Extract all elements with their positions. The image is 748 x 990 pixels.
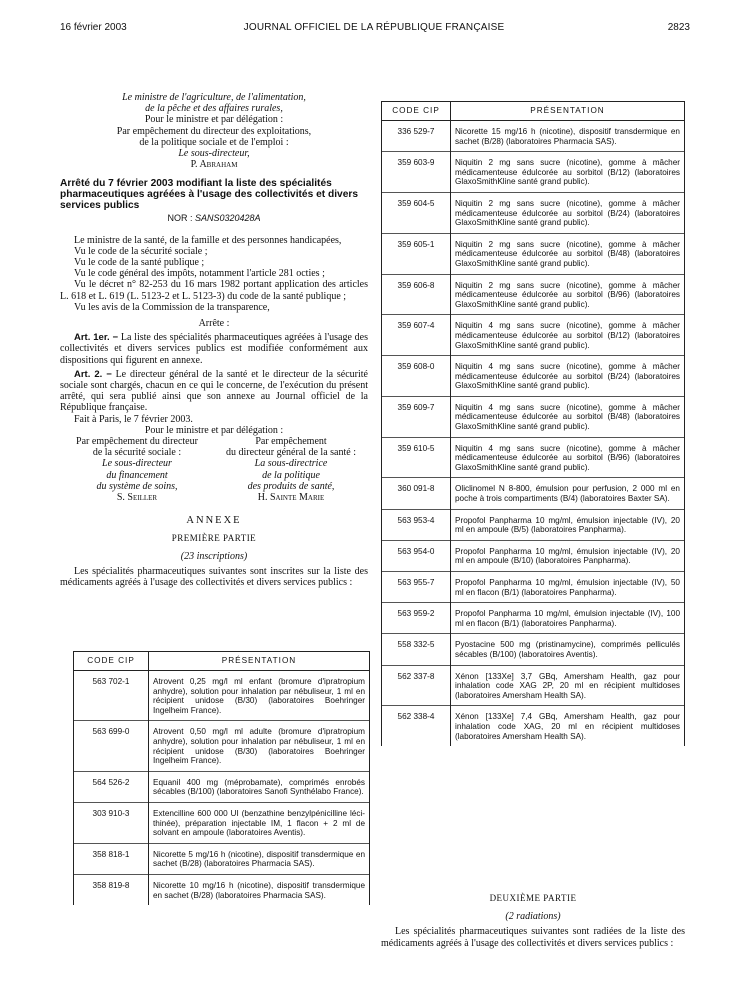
arrete-title: Arrêté du 7 février 2003 modifiant la liste des spécialités pharmaceutiques agréées à l'usage des collectivités et divers services publics	[60, 178, 358, 212]
part-2-section	[381, 893, 685, 949]
cip-code-cell: 359 608-0	[382, 356, 451, 397]
nor-label: NOR :	[167, 213, 193, 224]
presentation-cell: Equanil 400 mg (méprobamate), comprimés enrobés sécables (B/100) (laboratoires Sanofi Synthélabo France).	[149, 771, 370, 802]
sig-line: de la sécurité sociale :	[92, 447, 182, 459]
sig-line: Par empêchement	[255, 436, 327, 448]
cip-code-cell: 358 819-8	[74, 874, 149, 905]
presentation-cell: Niquitin 4 mg sans sucre (nicotine), gomme à mâcher médicamenteuse édulcorée au sorbitol (B/96) (laboratoires GlaxoSmithKline santé grand public).	[451, 437, 685, 478]
presentation-cell: Propofol Panpharma 10 mg/ml, émulsion injectable (IV), 100 ml en flacon (B/1) (laboratoires Panpharma).	[451, 603, 685, 634]
table-row	[382, 192, 685, 233]
sig-name: H. Sainte Marie	[257, 492, 325, 504]
column-header-code: CODE CIP	[382, 102, 451, 121]
table-row	[74, 843, 370, 874]
presentation-cell: Niquitin 2 mg sans sucre (nicotine), gomme à mâcher médicamenteuse édulcorée au sorbitol (B/12) (laboratoires GlaxoSmithKline santé grand public).	[451, 152, 685, 193]
header-page-number: 2823	[667, 22, 690, 33]
table-header-row	[382, 102, 685, 121]
cip-code-cell: 359 603-9	[382, 152, 451, 193]
cip-code-cell: 563 702-1	[74, 671, 149, 721]
page-header	[0, 22, 748, 36]
arrete-intro: Le ministre de la santé, de la famille et des personnes handicapées,	[74, 234, 342, 246]
vu-line: Vu les avis de la Commission de la transparence,	[74, 301, 270, 313]
cip-code-cell: 359 605-1	[382, 233, 451, 274]
article-1-text: La liste des spécialités pharmaceutiques agréées à l'usage des collectivités et divers services publics est modifiée conformément aux dispositions qui figurent en annexe.	[60, 332, 368, 366]
table-row	[382, 233, 685, 274]
vu-line: Vu le code général des impôts, notamment l'article 281 octies ;	[74, 268, 325, 280]
cip-code-cell: 359 610-5	[382, 437, 451, 478]
presentation-cell: Nicorette 5 mg/16 h (nicotine), dispositif transdermique en sachet (B/28) (laboratoires Pharmacia SAS).	[149, 843, 370, 874]
dual-signature	[60, 436, 368, 503]
presentation-cell: Xénon [133Xe] 3,7 GBq, Amersham Health, gaz pour inhalation code XAG 2P, 20 ml en récipient multidoses (laboratoires Amersham Health SA).	[451, 665, 685, 706]
presentation-cell: Niquitin 4 mg sans sucre (nicotine), gomme à mâcher médicamenteuse édulcorée au sorbitol (B/12) (laboratoires GlaxoSmithKline santé grand public).	[451, 315, 685, 356]
presentation-cell: Nicorette 15 mg/16 h (nicotine), dispositif transdermique en sachet (B/28) (laboratoires Pharmacia SAS).	[451, 121, 685, 152]
sig-line: Par empêchement du directeur des exploitations,	[116, 125, 312, 137]
column-header-presentation: PRÉSENTATION	[451, 102, 685, 121]
table-row	[382, 478, 685, 509]
part-2-title: DEUXIÈME PARTIE	[489, 893, 577, 903]
presentation-cell: Niquitin 4 mg sans sucre (nicotine), gomme à mâcher médicamenteuse édulcorée au sorbitol (B/24) (laboratoires GlaxoSmithKline santé grand public).	[451, 356, 685, 397]
table-body	[382, 121, 685, 747]
table-row	[382, 152, 685, 193]
presentation-cell: Pyostacine 500 mg (pristinamycine), comprimés pelliculés sécables (B/100) (laboratoires Aventis).	[451, 634, 685, 665]
presentation-cell: Atrovent 0,50 mg/l ml adulte (bromure d'ipratropium anhydre), solution pour inhalation par nébuliseur, 1 ml en récipient unidose (B/30) (laboratoires Boehringer Ingelheim France).	[149, 721, 370, 771]
sig-line: Par empêchement du directeur	[76, 436, 198, 448]
sig-line: La sous-directrice	[254, 458, 328, 470]
table-row	[382, 274, 685, 315]
arrete-word: Arrête :	[198, 318, 230, 330]
signature-left	[60, 436, 214, 503]
presentation-cell: Niquitin 2 mg sans sucre (nicotine), gomme à mâcher médicamenteuse édulcorée au sorbitol (B/96) (laboratoires GlaxoSmithKline santé grand public).	[451, 274, 685, 315]
sig-name: P. Abraham	[190, 159, 238, 171]
cip-code-cell: 558 332-5	[382, 634, 451, 665]
table-row	[382, 634, 685, 665]
cip-code-cell: 564 526-2	[74, 771, 149, 802]
cip-code-cell: 303 910-3	[74, 802, 149, 843]
left-column	[60, 92, 368, 588]
sig-line: de la pêche et des affaires rurales,	[145, 103, 283, 115]
table-row	[382, 603, 685, 634]
part-1-title: PREMIÈRE PARTIE	[171, 532, 257, 543]
cip-code-cell: 359 604-5	[382, 192, 451, 233]
signature-block-agriculture	[60, 92, 368, 170]
table-row	[74, 721, 370, 771]
annexe-intro-2: Les spécialités pharmaceutiques suivantes sont radiées de la liste des médicaments agréés à l'usage des collectivités et divers services publics :	[381, 926, 685, 949]
cip-code-cell: 563 955-7	[382, 572, 451, 603]
inscriptions-table-right	[381, 101, 685, 746]
cip-code-cell: 563 959-2	[382, 603, 451, 634]
table-row	[382, 572, 685, 603]
table-row	[74, 671, 370, 721]
table-row	[382, 315, 685, 356]
presentation-cell: Niquitin 2 mg sans sucre (nicotine), gomme à mâcher médicamenteuse édulcorée au sorbitol (B/24) (laboratoires GlaxoSmithKline santé grand public).	[451, 192, 685, 233]
presentation-cell: Xénon [133Xe] 7,4 GBq, Amersham Health, gaz pour inhalation code XAG, 20 ml en récipient multidoses (laboratoires Amersham Health SA).	[451, 706, 685, 746]
sig-line: Le ministre de l'agriculture, de l'alimentation,	[122, 92, 306, 103]
annexe-intro-1: Les spécialités pharmaceutiques suivantes sont inscrites sur la liste des médicaments agréés à l'usage des collectivités et divers services publics :	[60, 565, 368, 589]
cip-code-cell: 358 818-1	[74, 843, 149, 874]
nor-reference	[60, 213, 368, 224]
presentation-cell: Niquitin 2 mg sans sucre (nicotine), gomme à mâcher médicamenteuse édulcorée au sorbitol (B/48) (laboratoires GlaxoSmithKline santé grand public).	[451, 233, 685, 274]
table-row	[382, 437, 685, 478]
column-header-presentation: PRÉSENTATION	[149, 652, 370, 671]
presentation-cell: Propofol Panpharma 10 mg/ml, émulsion injectable (IV), 20 ml en ampoule (B/5) (laboratoires Panpharma).	[451, 509, 685, 540]
sig-name: S. Seiller	[116, 492, 158, 504]
sig-line: Le sous-directeur,	[178, 148, 250, 160]
table-row	[74, 874, 370, 905]
sig-line: de la politique	[262, 469, 320, 481]
column-header-code: CODE CIP	[74, 652, 149, 671]
inscriptions-table-left	[73, 651, 370, 905]
cip-code-cell: 562 337-8	[382, 665, 451, 706]
presentation-cell: Propofol Panpharma 10 mg/ml, émulsion injectable (IV), 50 ml en flacon (B/1) (laboratoires Panpharma).	[451, 572, 685, 603]
table-row	[74, 771, 370, 802]
table-row	[382, 356, 685, 397]
sig-line: de la politique sociale et de l'emploi :	[139, 136, 289, 148]
cip-code-cell: 360 091-8	[382, 478, 451, 509]
cip-code-cell: 359 607-4	[382, 315, 451, 356]
table-row	[382, 396, 685, 437]
fait-a-paris: Fait à Paris, le 7 février 2003.	[74, 413, 193, 425]
inscriptions-count: (23 inscriptions)	[180, 550, 248, 562]
radiations-count: (2 radiations)	[505, 911, 561, 923]
cip-code-cell: 359 606-8	[382, 274, 451, 315]
sig-line: du système de soins,	[96, 480, 178, 492]
cip-code-cell: 563 699-0	[74, 721, 149, 771]
article-2-label: Art. 2. −	[74, 368, 112, 380]
vu-line: Vu le code de la santé publique ;	[74, 257, 205, 269]
sig-line: des produits de santé,	[247, 480, 335, 492]
header-journal: JOURNAL OFFICIEL DE LA RÉPUBLIQUE FRANÇAISE	[243, 22, 505, 33]
cip-code-cell: 563 954-0	[382, 540, 451, 571]
presentation-cell: Extencilline 600 000 UI (benzathine benzylpénicilline léci-thinée), préparation injectable IM, 1 flacon + 2 ml de solvant en ampoule (laboratoires Aventis).	[149, 802, 370, 843]
header-date: 16 février 2003	[60, 22, 127, 33]
article-2	[60, 369, 368, 414]
sig-line: Le sous-directeur	[102, 458, 172, 470]
nor-code: SANS0320428A	[194, 213, 261, 224]
signature-right	[214, 436, 368, 503]
presentation-cell: Atrovent 0,25 mg/l ml enfant (bromure d'ipratropium anhydre), solution pour inhalation par nébuliseur, 1 ml en récipient unidose (B/30) (laboratoires Boehringer Ingelheim France).	[149, 671, 370, 721]
table-row	[382, 706, 685, 746]
table-header-row	[74, 652, 370, 671]
sig-line: Pour le ministre et par délégation :	[144, 114, 284, 126]
table-row	[382, 665, 685, 706]
article-2-text: Le directeur général de la santé et le directeur de la sécurité sociale sont chargés, chacun en ce qui le concerne, de l'exécution du présent arrêté, qui sera publié ainsi que son annexe au Journal officiel de la République française.	[60, 368, 368, 414]
presentation-cell: Propofol Panpharma 10 mg/ml, émulsion injectable (IV), 20 ml en ampoule (B/10) (laboratoires Panpharma).	[451, 540, 685, 571]
vu-line: Vu le code de la sécurité sociale ;	[74, 245, 208, 257]
table-row	[382, 540, 685, 571]
annexe-title: ANNEXE	[186, 515, 242, 527]
pour-le-ministre: Pour le ministre et par délégation :	[144, 424, 284, 436]
article-1	[60, 332, 368, 366]
vu-line: Vu le décret n° 82-253 du 16 mars 1982 portant application des articles L. 618 et L. 619 (L. 5123-2 et L. 5123-3) du code de la santé publique ;	[60, 279, 368, 302]
presentation-cell: Niquitin 4 mg sans sucre (nicotine), gomme à mâcher médicamenteuse édulcorée au sorbitol (B/48) (laboratoires GlaxoSmithKline santé grand public).	[451, 396, 685, 437]
cip-code-cell: 359 609-7	[382, 396, 451, 437]
presentation-cell: Oliclinomel N 8-800, émulsion pour perfusion, 2 000 ml en poche à trois compartiments (B/4) (laboratoires Baxter SA).	[451, 478, 685, 509]
sig-line: du financement	[106, 469, 168, 481]
cip-code-cell: 563 953-4	[382, 509, 451, 540]
table-row	[382, 509, 685, 540]
sig-line: du directeur général de la santé :	[226, 447, 356, 459]
cip-code-cell: 562 338-4	[382, 706, 451, 746]
table-row	[382, 121, 685, 152]
table-body	[74, 671, 370, 906]
article-1-label: Art. 1er. −	[74, 332, 119, 344]
cip-code-cell: 336 529-7	[382, 121, 451, 152]
presentation-cell: Nicorette 10 mg/16 h (nicotine), dispositif transdermique en sachet (B/28) (laboratoires Pharmacia SAS).	[149, 874, 370, 905]
table-row	[74, 802, 370, 843]
